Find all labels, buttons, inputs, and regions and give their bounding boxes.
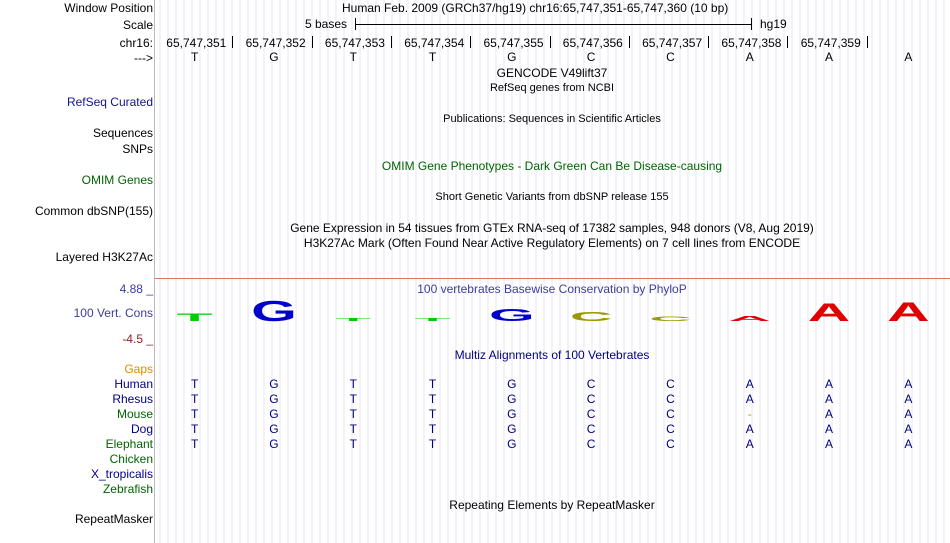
position-label: 65,747,355 [483, 36, 544, 50]
position-tick [629, 36, 630, 48]
snps-track-label[interactable]: SNPs [122, 142, 153, 156]
species-label[interactable]: Zebrafish [102, 482, 153, 496]
alignment-base: G [507, 377, 517, 391]
position-label: 65,747,356 [562, 36, 623, 50]
species-label[interactable]: X_tropicalis [90, 467, 153, 481]
phylop-base-glyph: T [335, 317, 372, 322]
dbsnp-track-title: Short Genetic Variants from dbSNP release 155 [435, 191, 669, 203]
position-label: 65,747,357 [642, 36, 703, 50]
species-label[interactable]: Chicken [109, 452, 153, 466]
repeatmasker-track-title: Repeating Elements by RepeatMasker [449, 498, 655, 512]
alignment-base: A [745, 422, 754, 436]
alignment-base: A [904, 407, 913, 421]
position-label: 65,747,353 [324, 36, 385, 50]
alignment-base: C [666, 407, 675, 421]
position-label: 65,747,354 [404, 36, 465, 50]
alignment-base: G [269, 437, 279, 451]
alignment-base: T [349, 422, 357, 436]
phylop-track-title: 100 vertebrates Basewise Conservation by PhyloP [417, 282, 687, 296]
multiz-track-title: Multiz Alignments of 100 Vertebrates [454, 348, 650, 362]
alignment-base: C [586, 437, 596, 451]
alignment-base: A [745, 392, 754, 406]
alignment-base: G [269, 407, 279, 421]
phylop-max-label: 4.88 _ [119, 282, 153, 296]
position-label: 65,747,359 [800, 36, 861, 50]
base-letter: A [904, 50, 913, 64]
alignment-base: T [190, 377, 199, 391]
alignment-base: - [747, 407, 752, 421]
alignment-base: C [586, 392, 596, 406]
chrom-label: chr16: [119, 36, 153, 50]
dbsnp-track-label[interactable]: Common dbSNP(155) [34, 204, 153, 218]
phylop-base-glyph: T [414, 317, 451, 322]
alignment-base: C [586, 377, 596, 391]
strand-label: ---> [134, 51, 153, 65]
alignment-base: A [825, 422, 834, 436]
scale-bar [355, 24, 751, 25]
alignment-base: G [507, 437, 517, 451]
phylop-base-glyph: T [176, 310, 213, 324]
alignment-base: C [666, 377, 675, 391]
phylop-base-glyph: G [488, 305, 535, 326]
window-position-label: Window Position [64, 1, 153, 15]
position-label: 65,747,352 [245, 36, 306, 50]
phylop-base-glyph: A [887, 297, 930, 327]
alignment-base: G [507, 392, 517, 406]
gtex-track-title: Gene Expression in 54 tissues from GTEx RNA-seq of 17382 samples, 948 donors (V8, Aug 2019) [290, 221, 814, 235]
position-tick [312, 36, 313, 48]
position-tick [787, 36, 788, 48]
alignment-base: C [666, 392, 675, 406]
position-label: 65,747,358 [721, 36, 782, 50]
scale-value: 5 bases [305, 17, 348, 31]
alignment-base: T [190, 392, 199, 406]
alignment-base: T [428, 407, 437, 421]
phylop-base-glyph: C [569, 310, 613, 324]
omim-track-label[interactable]: OMIM Genes [81, 173, 153, 187]
species-label[interactable]: Elephant [105, 437, 153, 451]
alignment-base: T [190, 437, 199, 451]
phylop-base-glyph: G [251, 295, 297, 327]
publications-track-title: Publications: Sequences in Scientific Articles [443, 113, 661, 125]
h3k27ac-track-label[interactable]: Layered H3K27Ac [55, 250, 153, 264]
gencode-track-title[interactable]: GENCODE V49lift37 [496, 66, 608, 80]
alignment-base: T [349, 407, 357, 421]
alignment-base: C [586, 422, 596, 436]
phylop-logo [0, 295, 950, 327]
phylop-track-label[interactable]: 100 Vert. Cons [73, 306, 153, 320]
base-letter: C [586, 50, 596, 64]
alignment-base: T [428, 437, 437, 451]
species-label[interactable]: Dog [130, 422, 153, 436]
refseq-track-subtitle: RefSeq genes from NCBI [489, 82, 615, 94]
position-tick [708, 36, 709, 48]
alignment-base: G [269, 392, 279, 406]
alignment-base: G [507, 407, 517, 421]
alignment-base: T [428, 422, 437, 436]
alignment-base: T [349, 392, 357, 406]
alignment-base: A [904, 377, 913, 391]
position-tick [232, 36, 233, 48]
alignment-base: A [904, 437, 913, 451]
alignment-base: T [190, 407, 199, 421]
base-letter: T [349, 50, 357, 64]
scale-label: Scale [122, 18, 153, 32]
position-tick [550, 36, 551, 48]
alignment-base: A [904, 392, 913, 406]
alignment-base: A [825, 392, 834, 406]
position-label: 65,747,351 [166, 36, 227, 50]
alignment-base: C [586, 407, 596, 421]
position-tick [391, 36, 392, 48]
phylop-min-label: -4.5 _ [122, 332, 153, 346]
window-position-value: Human Feb. 2009 (GRCh37/hg19) chr16:65,747,351-65,747,360 (10 bp) [342, 1, 729, 15]
phylop-base-glyph: C [649, 315, 692, 323]
alignment-base: A [904, 422, 913, 436]
gaps-label: Gaps [124, 362, 153, 376]
base-letter: T [428, 50, 437, 64]
alignment-base: G [269, 422, 279, 436]
omim-track-title: OMIM Gene Phenotypes - Dark Green Can Be Disease-causing [381, 159, 723, 173]
alignment-base: A [825, 377, 834, 391]
alignment-base: T [349, 377, 357, 391]
alignment-base: G [507, 422, 517, 436]
position-tick [470, 36, 471, 48]
track-divider-line [155, 278, 950, 279]
alignment-base: C [666, 422, 675, 436]
repeatmasker-track-label[interactable]: RepeatMasker [74, 512, 153, 526]
alignment-base: G [269, 377, 279, 391]
base-letter: A [745, 50, 754, 64]
alignment-base: C [666, 437, 675, 451]
alignment-base: A [745, 437, 754, 451]
scale-bar-left-tick [355, 18, 356, 30]
base-letter: G [507, 50, 517, 64]
base-letter: G [269, 50, 279, 64]
species-label[interactable]: Rhesus [112, 392, 153, 406]
base-letter: C [666, 50, 675, 64]
base-letter: T [190, 50, 199, 64]
h3k27ac-track-title: H3K27Ac Mark (Often Found Near Active Regulatory Elements) on 7 cell lines from ENCODE [303, 236, 801, 250]
scale-assembly: hg19 [760, 17, 787, 31]
position-tick [867, 36, 868, 48]
scale-bar-right-tick [751, 18, 752, 30]
alignment-base: A [745, 377, 754, 391]
base-letter: A [825, 50, 834, 64]
species-label[interactable]: Mouse [116, 407, 153, 421]
sequences-track-label[interactable]: Sequences [92, 126, 153, 140]
phylop-base-glyph: A [807, 298, 851, 327]
refseq-track-label[interactable]: RefSeq Curated [66, 95, 153, 109]
alignment-base: T [190, 422, 199, 436]
alignment-base: T [428, 392, 437, 406]
alignment-base: A [825, 407, 834, 421]
alignment-base: T [428, 377, 437, 391]
phylop-base-glyph: A [728, 314, 771, 323]
species-label[interactable]: Human [114, 377, 153, 391]
alignment-base: T [349, 437, 357, 451]
alignment-base: A [825, 437, 834, 451]
